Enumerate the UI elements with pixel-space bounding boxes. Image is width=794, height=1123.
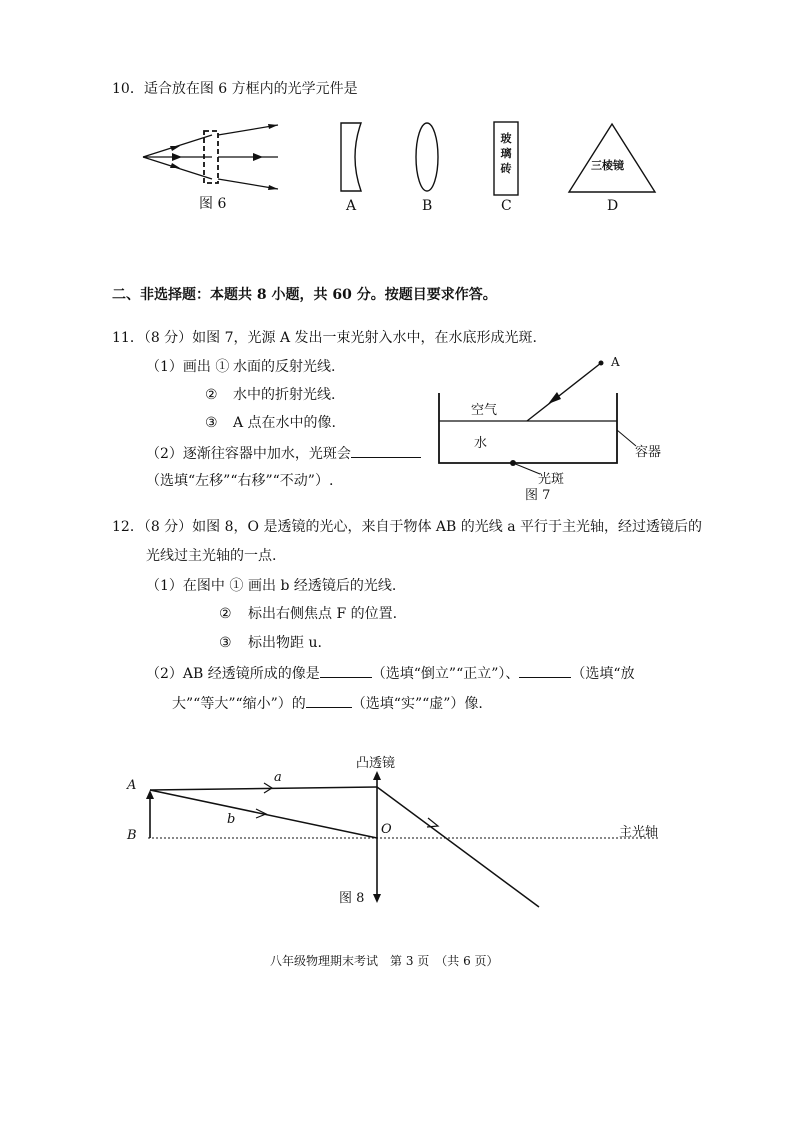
q12-part2-line2: 大”“等大”“缩小”）的 （选填“实”“虚”）像. — [172, 693, 483, 713]
q11-part1-a: 水面的反射光线. — [233, 359, 336, 375]
fig8-ray-b-label: b — [227, 812, 236, 827]
q12-part1-prefix: （1）在图中 ① — [146, 578, 244, 594]
fig8-label: 图 8 — [339, 891, 365, 906]
q10-stem: 10．适合放在图 6 方框内的光学元件是 — [112, 81, 358, 97]
q12-part1-b: 标出右侧焦点 F 的位置. — [248, 606, 398, 622]
fig6-label: 图 6 — [199, 196, 227, 212]
option-b-label: B — [422, 198, 433, 214]
q11-part1-c: A 点在水中的像. — [233, 415, 337, 431]
option-c-label: C — [501, 198, 512, 214]
q11-part1-c-num: ③ — [205, 415, 218, 431]
fig7-point-a: A — [611, 355, 620, 369]
fig7-water-label: 水 — [474, 436, 488, 451]
q11-part1-b: 水中的折射光线. — [233, 387, 336, 403]
q12-part1-c: 标出物距 u. — [248, 635, 322, 651]
section2-heading: 二、非选择题：本题共 8 小题，共 60 分。按题目要求作答。 — [112, 287, 497, 303]
page-footer: 八年级物理期末考试 第 3 页 （共 6 页） — [270, 954, 499, 968]
q11-part2: （2）逐渐往容器中加水，光斑会 — [146, 443, 421, 463]
fig7-spot-label: 光斑 — [538, 472, 565, 487]
q12-part1-c-num: ③ — [219, 635, 232, 651]
q11-part1-prefix: （1）画出 ① — [146, 359, 230, 375]
q12-part1-a: 画出 b 经透镜后的光线. — [248, 578, 397, 594]
prism-label: 三棱镜 — [591, 159, 624, 172]
q12-stem-line1: 12．（8 分）如图 8，O 是透镜的光心，来自于物体 AB 的光线 a 平行于主光轴，经过透镜后的 — [112, 519, 703, 535]
fig8-ray-a-label: a — [274, 770, 282, 785]
fig8-point-b: B — [127, 828, 137, 843]
q12-part2-line1: （2）AB 经透镜所成的像是 （选填“倒立”“正立”）、 （选填“放 — [146, 663, 635, 683]
q12-stem-line2: 光线过主光轴的一点. — [146, 548, 277, 564]
q11-stem: 11．（8 分）如图 7，光源 A 发出一束光射入水中，在水底形成光斑. — [112, 330, 537, 346]
option-a-label: A — [346, 198, 357, 214]
q11-part2-hint: （选填“左移”“右移”“不动”）. — [146, 473, 334, 489]
q11-part1-b-num: ② — [205, 387, 218, 403]
fig7-container-label: 容器 — [635, 445, 662, 460]
option-d-label: D — [607, 198, 619, 214]
fig7-air-label: 空气 — [471, 403, 498, 418]
fig8-lens-label: 凸透镜 — [356, 756, 396, 771]
fig7-label: 图 7 — [525, 488, 551, 503]
fig8-center-label: O — [381, 822, 392, 837]
fig8-axis-label: 主光轴 — [619, 825, 659, 840]
fig8-point-a: A — [127, 778, 137, 793]
glass-brick-label: 玻 璃 砖 — [500, 132, 512, 175]
q12-part1-b-num: ② — [219, 606, 232, 622]
